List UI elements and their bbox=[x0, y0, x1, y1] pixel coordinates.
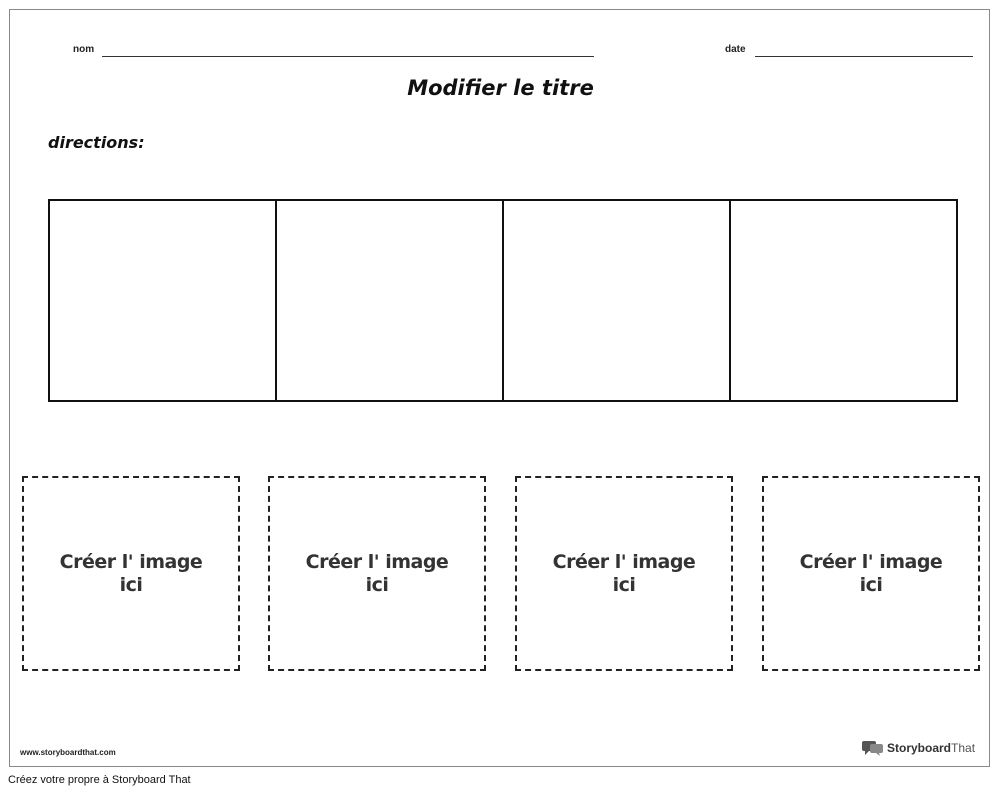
storyboard-cell-4[interactable] bbox=[731, 201, 956, 400]
name-line[interactable] bbox=[102, 56, 594, 57]
name-label: nom bbox=[73, 44, 95, 55]
speech-bubbles-icon bbox=[862, 740, 884, 756]
date-label: date bbox=[725, 44, 746, 55]
caption: Créez votre propre à Storyboard That bbox=[8, 774, 191, 786]
placeholder-text: Créer l' image bbox=[552, 550, 696, 573]
worksheet-title[interactable]: Modifier le titre bbox=[407, 76, 594, 100]
placeholder-text: ici bbox=[859, 573, 883, 596]
placeholder-text: Créer l' image bbox=[799, 550, 943, 573]
placeholder-text: Créer l' image bbox=[305, 550, 449, 573]
directions-label[interactable]: directions: bbox=[48, 133, 145, 152]
storyboard-cell-3[interactable] bbox=[504, 201, 731, 400]
storyboard-cell-2[interactable] bbox=[277, 201, 504, 400]
placeholder-text: ici bbox=[365, 573, 389, 596]
footer-url: www.storyboardthat.com bbox=[20, 748, 116, 757]
worksheet bbox=[9, 9, 990, 767]
logo-text-storyboard: Storyboard bbox=[887, 741, 952, 755]
logo-text-that: That bbox=[951, 741, 976, 755]
placeholder-text: ici bbox=[612, 573, 636, 596]
placeholder-text: Créer l' image bbox=[59, 550, 203, 573]
placeholder-text: ici bbox=[119, 573, 143, 596]
storyboard-frames bbox=[48, 199, 958, 402]
storyboardthat-logo bbox=[862, 740, 975, 756]
image-placeholder-4[interactable] bbox=[762, 476, 980, 671]
date-line[interactable] bbox=[755, 56, 973, 57]
image-placeholder-3[interactable] bbox=[515, 476, 733, 671]
image-placeholder-2[interactable] bbox=[268, 476, 486, 671]
image-placeholder-1[interactable] bbox=[22, 476, 240, 671]
storyboard-cell-1[interactable] bbox=[50, 201, 277, 400]
